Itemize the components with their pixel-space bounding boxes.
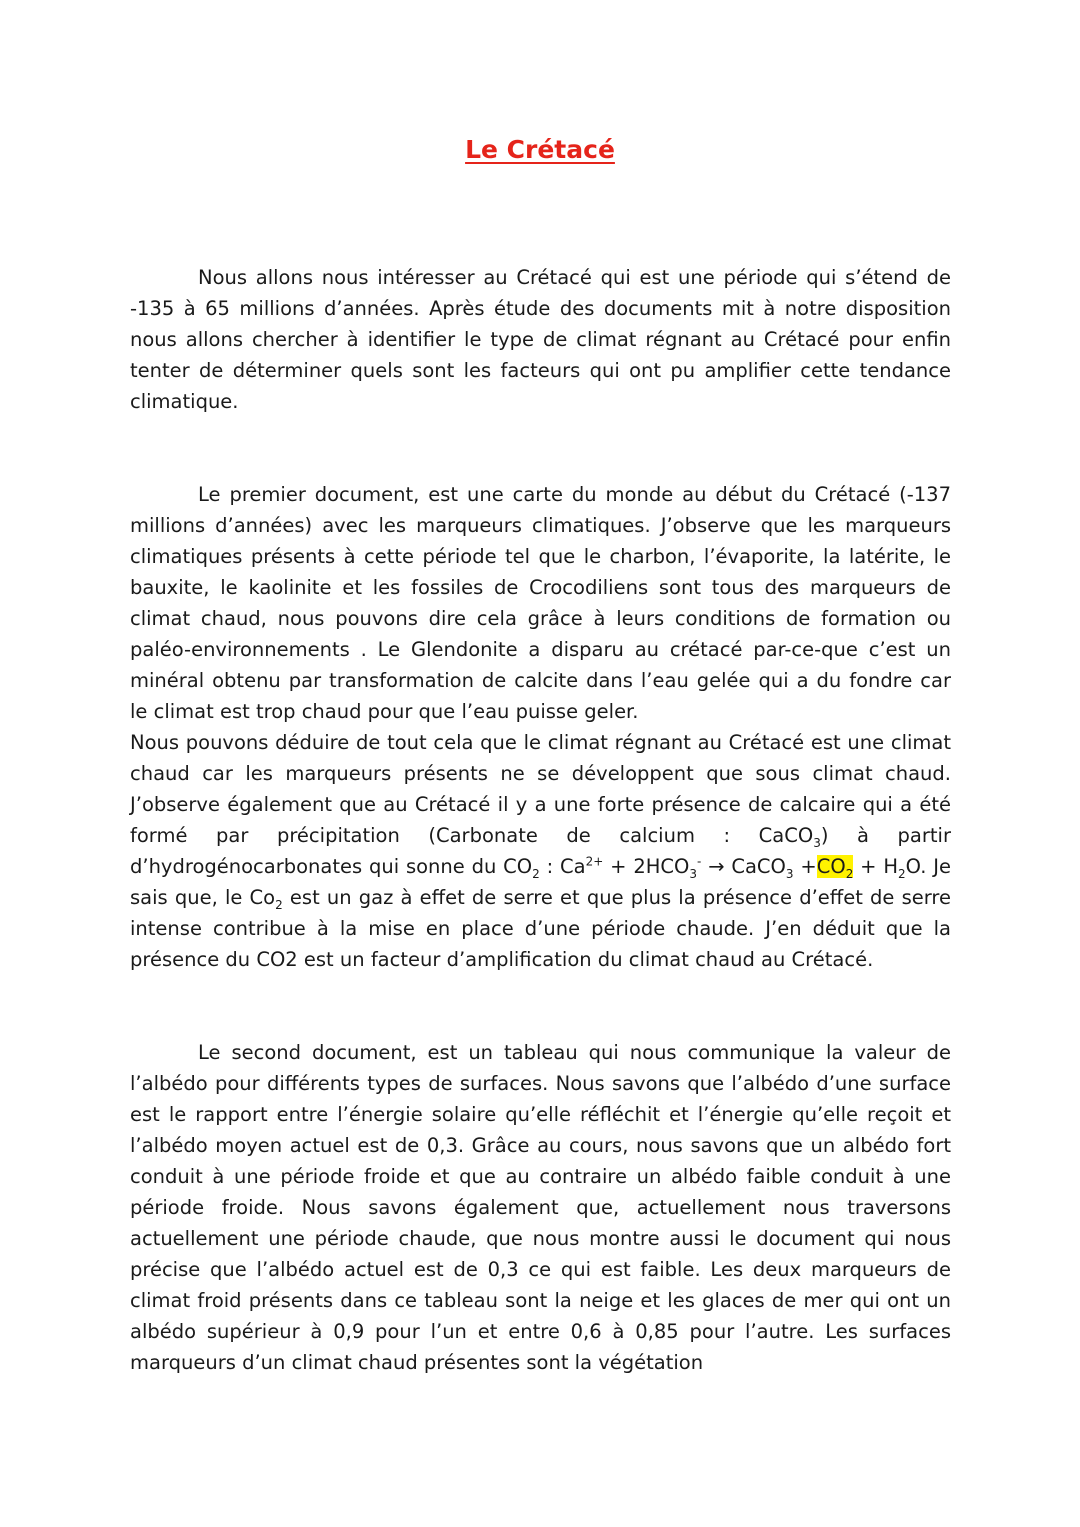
paragraph-intro: Nous allons nous intéresser au Crétacé qui est une période qui s’étend de -135 à 65 millions d’années. Après étude des documents mit à notre disposition nous allons chercher à identifier le type de climat régnant au Crétacé pour enfin tenter de déterminer quels sont les facteurs qui ont pu amplifier cette tendance climatique.: [130, 266, 951, 413]
paragraph-co2-conclusion: Nous pouvons déduire de tout cela que le climat régnant au Crétacé est une climat chaud car les marqueurs présents ne se développent que sous climat chaud. J’observe également que au Crétacé il y a une forte présence de calcaire qui a été formé par précipitation (Carbonate de calcium : CaCO$_3$) à partir d’hydrogénocarbonates qui sonne du $CO_2$ : $Ca^{2+} + 2HCO_3^-$ → CaCO$_3$ $+CO_2 + H_2O$. Je sais que, le $Co_2$ est un gaz à effet de serre et que plus la présence d’effet de serre intense contribue à la mise en place d’une période chaude. J’en déduit que la présence du CO2 est un facteur d’amplification du climat chaud au Crétacé.: [130, 731, 951, 971]
page-title: Le Crétacé: [465, 135, 615, 164]
paragraph-second-document: Le second document, est un tableau qui nous communique la valeur de l’albédo pour différents types de surfaces. Nous savons que l’albédo d’une surface est le rapport entre l’énergie solaire qu’elle réfléchit et l’énergie qu’elle reçoit et l’albédo moyen actuel est de 0,3. Grâce au cours, nous savons que un albédo fort conduit à une période froide et que au contraire un albédo faible conduit à une période froide. Nous savons également que, actuellement nous traversons actuellement une période chaude, que nous montre aussi le document qui nous précise que l’albédo actuel est de 0,3 ce qui est faible. Les deux marqueurs de climat froid présents dans ce tableau sont la neige et les glaces de mer qui ont un albédo supérieur à 0,9 pour l’un et entre 0,6 à 0,85 pour l’autre. Les surfaces marqueurs d’un climat chaud présentes sont la végétation: [130, 1041, 951, 1374]
highlighted-co2: $CO_2$: [816, 855, 854, 881]
paragraph-first-document: Le premier document, est une carte du monde au début du Crétacé (-137 millions d’années) avec les marqueurs climatiques. J’observe que les marqueurs climatiques présents à cette période tel que le charbon, l’évaporite, la latérite, le bauxite, le kaolinite et les fossiles de Crocodiliens sont tous des marqueurs de climat chaud, nous pouvons dire cela grâce à leurs conditions de formation ou paléo-environnements . Le Glendonite a disparu au crétacé par-ce-que c’est un minéral obtenu par transformation de calcite dans l’eau gelée qui a du fondre car le climat est trop chaud pour que l’eau puisse geler. Nous pouvons déduire de tout cela que le climat régnant au Crétacé est une climat chaud car les marqueurs présents ne se développent que sous climat chaud. J’observe également que au Crétacé il y a une forte présence de calcaire qui a été formé par précipitation (Carbonate de calcium : CaCO$_3$) à partir d’hydrogénocarbonates qui sonne du $CO_2$ : $Ca^{2+} + 2HCO_3^-$ → CaCO$_3$ $+CO_2 + H_2O$. Je sais que, le $Co_2$ est un gaz à effet de serre et que plus la présence d’effet de serre intense contribue à la mise en place d’une période chaude. J’en déduit que la présence du CO2 est un facteur d’amplification du climat chaud au Crétacé.: [130, 479, 951, 975]
